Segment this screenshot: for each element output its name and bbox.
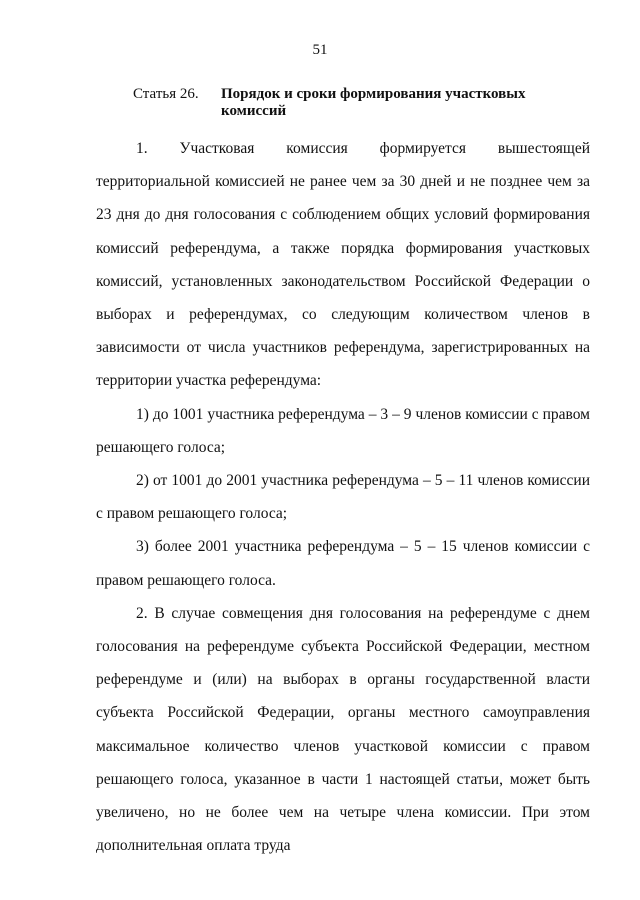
article-body [96,132,590,862]
article-label: Статья 26. [133,86,199,102]
paragraph-item-3: 3) более 2001 участника референдума – 5 – 15 членов комиссии с правом решающего голоса. [96,538,590,589]
paragraph-1: 1. Участковая комиссия формируется вышестоящей территориальной комиссией не ранее чем за 30 дней и не позднее чем за 23 дня до дня голосования с соблюдением общих условий формирования комиссий референдума, а также порядка формирования участковых комиссий, установленных законодательством Российской Федерации о выборах и референдумах, со следующим количеством членов в зависимости от числа участников референдума, зарегистрированных на территории участка референдума: [96,140,590,390]
paragraph-2: 2. В случае совмещения дня голосования на референдуме с днем голосования на референдуме субъекта Российской Федерации, местном референдуме и (или) на выборах в органы государственной власти субъекта Российской Федерации, органы местного самоуправления максимальное количество членов участковой комиссии с правом решающего голоса, указанное в части 1 настоящей статьи, может быть увеличено, но не более чем на четыре члена комиссии. При этом дополнительная оплата труда [96,604,590,855]
article-title: Порядок и сроки формирования участковых комиссий [221,86,526,119]
paragraph-item-1: 1) до 1001 участника референдума – 3 – 9 членов комиссии с правом решающего голоса; [96,405,590,456]
paragraph-item-2: 2) от 1001 до 2001 участника референдума – 5 – 11 членов комиссии с правом решающего голоса; [96,472,590,523]
page-number: 51 [312,42,328,58]
